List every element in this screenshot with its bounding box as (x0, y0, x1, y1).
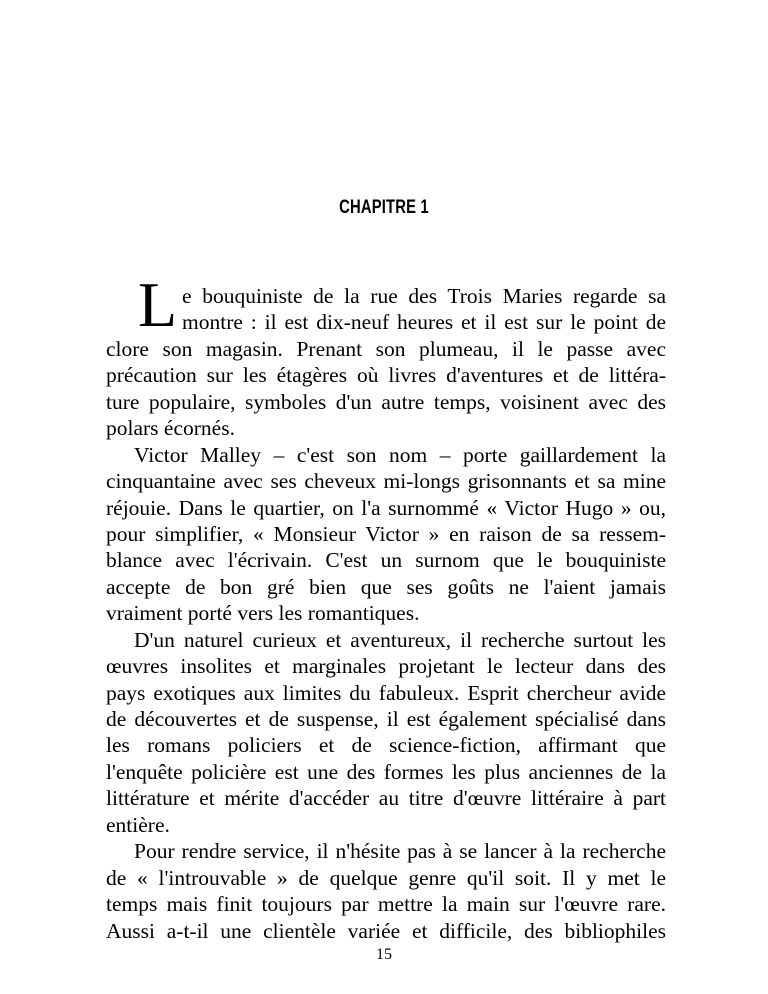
paragraph-4 (106, 838, 666, 944)
paragraph-2 (106, 442, 666, 627)
text-line: ture populaire, symboles d'un autre temps, voisinent avec des (106, 389, 666, 414)
text-line: de « l'introuvable » de quelque genre qu'il soit. Il y met le (106, 865, 666, 890)
text-line: réjouie. Dans le quartier, on l'a surnommé « Victor Hugo » ou, (106, 495, 666, 520)
text-line: les romans policiers et de science-fiction, affirmant que (106, 733, 666, 758)
text-line: Aussi a-t-il une clientèle variée et difficile, des bibliophiles (106, 918, 666, 943)
text-line: de découvertes et de suspense, il est également spécialisé dans (106, 707, 666, 731)
text-line: précaution sur les étagères où livres d'aventures et de littéra- (106, 363, 666, 388)
text-line: e bouquiniste de la rue des Trois Maries regarde sa (182, 284, 666, 308)
text-line: polars écornés. (106, 416, 235, 441)
text-line: l'enquête policière est une des formes les plus anciennes de la (106, 759, 666, 784)
text-line: montre : il est dix-neuf heures et il est sur le point de (182, 310, 666, 335)
text-line: Pour rendre service, il n'hésite pas à se lancer à la recherche (134, 839, 666, 864)
text-line: cinquantaine avec ses cheveux mi-longs grisonnants et sa mine (106, 469, 666, 494)
text-line: temps mais finit toujours par mettre la main sur l'œuvre rare. (106, 892, 666, 917)
paragraph-3 (106, 627, 666, 839)
text-line: littérature et mérite d'accéder au titre d'œuvre littéraire à part (106, 786, 666, 811)
text-line: clore son magasin. Prenant son plumeau, il le passe avec (106, 336, 666, 361)
text-line: blance avec l'écrivain. C'est un surnom que le bouquiniste (106, 548, 666, 573)
text-line: pour simplifier, « Monsieur Victor » en raison de sa ressem- (106, 521, 666, 546)
text-line: Victor Malley – c'est son nom – porte gaillardement la (134, 442, 666, 467)
text-line: D'un naturel curieux et aventureux, il recherche surtout les (134, 627, 666, 652)
text-line: pays exotiques aux limites du fabuleux. Esprit chercheur avide (106, 680, 666, 705)
text-line: accepte de bon gré bien que ses goûts ne l'aient jamais (106, 574, 666, 599)
text-line: œuvres insolites et marginales projetant le lecteur dans des (106, 654, 666, 679)
paragraph-1 (106, 269, 666, 442)
chapter-body (106, 269, 666, 944)
chapter-title: CHAPITRE 1 (339, 197, 429, 218)
drop-cap: L (138, 269, 178, 340)
page-number: 15 (376, 946, 392, 963)
text-line: entière. (106, 812, 170, 837)
text-line: vraiment porté vers les romantiques. (106, 601, 420, 626)
